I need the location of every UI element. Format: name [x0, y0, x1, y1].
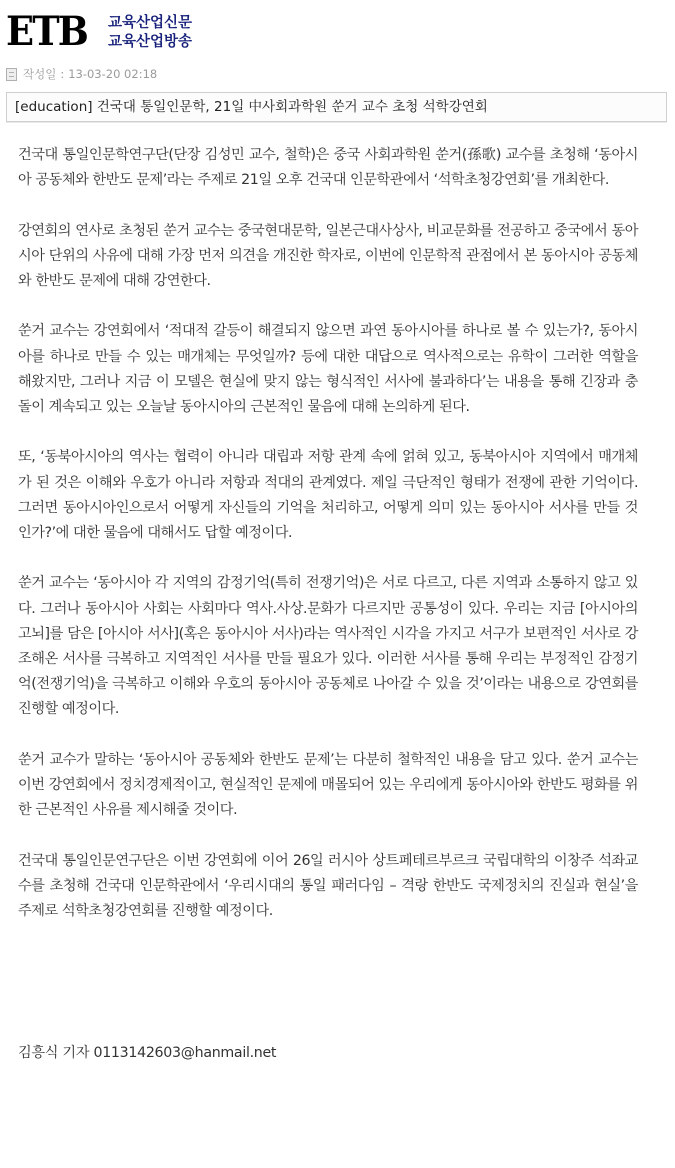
brand-name [108, 13, 248, 51]
document-icon [6, 68, 17, 81]
date-label: 작성일 [23, 67, 57, 81]
article-paragraph: 건국대 통일인문학연구단(단장 김성민 교수, 철학)은 중국 사회과학원 쑨거(孫歌) 교수를 초청해 ‘동아시아 공동체와 한반도 문제’라는 주제로 21일 오후 건국대 인문학관에서 ‘석학초청강연회’를 개최한다. [18, 147, 638, 189]
date-value: 13-03-20 02:18 [68, 67, 158, 81]
byline [18, 1041, 276, 1066]
article-paragraph: 쑨거 교수가 말하는 ‘동아시아 공동체와 한반도 문제’는 다분히 철학적인 내용을 담고 있다. 쑨거 교수는 이번 강연회에서 정치경제적이고, 현실적인 문제에 매몰되어 있는 우리에게 동아시아와 한반도 평화를 위한 근본적인 사유를 제시해줄 것이다. [18, 751, 638, 819]
reporter-name: 김흥식 기자 [18, 1045, 90, 1061]
article-paragraph: 또, ‘동북아시아의 역사는 협력이 아니라 대립과 저항 관계 속에 얽혀 있고, 동북아시아 지역에서 매개체가 된 것은 이해와 우호가 아니라 저항과 적대의 관계였다. 제일 극단적인 형태가 전쟁에 관한 기억이다. 그러면 동아시아인으로서 어떻게 자신들의 기억을 처리하고, 어떻게 의미 있는 동아시아 서사를 만들 것인가?’에 대한 물음에 대해서도 답할 예정이다. [18, 449, 638, 541]
brand-line-newspaper: 교육산업신문 [108, 14, 193, 31]
reporter-email[interactable]: 0113142603@hanmail.net [93, 1045, 277, 1061]
article-paragraph: 건국대 통일인문연구단은 이번 강연회에 이어 26일 러시아 상트페테르부르크 국립대학의 이창주 석좌교수를 초청해 건국대 인문학관에서 ‘우리시대의 통일 패러다임 – 격랑 한반도 국제정치의 진실과 현실’을 주제로 석학초청강연회를 진행할 예정이다. [18, 852, 638, 919]
article-body [18, 143, 638, 949]
article-paragraph: 쑨거 교수는 강연회에서 ‘적대적 갈등이 해결되지 않으면 과연 동아시아를 하나로 볼 수 있는가?, 동아시아를 하나로 만들 수 있는 매개체는 무엇일까? 등에 대한 대답으로 역사적으로는 유학이 그러한 역할을 해왔지만, 그러나 지금 이 모델은 현실에 맞지 않는 형식적인 서사에 불과하다’는 내용을 통해 긴장과 충돌이 계속되고 있는 오늘날 동아시아의 근본적인 물음에 대해 논의하게 된다. [18, 323, 638, 415]
etb-logo[interactable]: ETB [6, 8, 88, 55]
article-meta [6, 66, 157, 82]
article-paragraph: 강연회의 연사로 초청된 쑨거 교수는 중국현대문학, 일본근대사상사, 비교문화를 전공하고 중국에서 동아시아 단위의 사유에 대해 가장 먼저 의견을 개진한 학자로, 이번에 인문학적 관점에서 본 동아시아 공동체와 한반도 문제에 대해 강연한다. [18, 222, 638, 289]
brand-line-broadcast: 교육산업방송 [108, 33, 193, 50]
article-paragraph: 쑨거 교수는 ‘동아시아 각 지역의 감정기억(특히 전쟁기억)은 서로 다르고, 다른 지역과 소통하지 않고 있다. 그러나 동아시아 사회는 사회마다 역사.사상.문화가 다르지만 공통성이 있다. 우리는 지금 [아시아의 고뇌]를 담은 [아시아 서사](혹은 동아시아 서사)라는 역사적인 시각을 가지고 서구가 보편적인 서사로 강조해온 서사를 극복하고 지역적인 서사를 만들 필요가 있다. 이러한 서사를 통해 우리는 부정적인 감정기억(전쟁기억)을 극복하고 이해와 우호의 동아시아 공동체로 나아갈 수 있을 것’이라는 내용으로 강연회를 진행할 예정이다. [18, 575, 638, 718]
date-separator: : [60, 67, 65, 81]
article-headline: [education] 건국대 통일인문학, 21일 中사회과학원 쑨거 교수 초청 석학강연회 [6, 92, 667, 122]
